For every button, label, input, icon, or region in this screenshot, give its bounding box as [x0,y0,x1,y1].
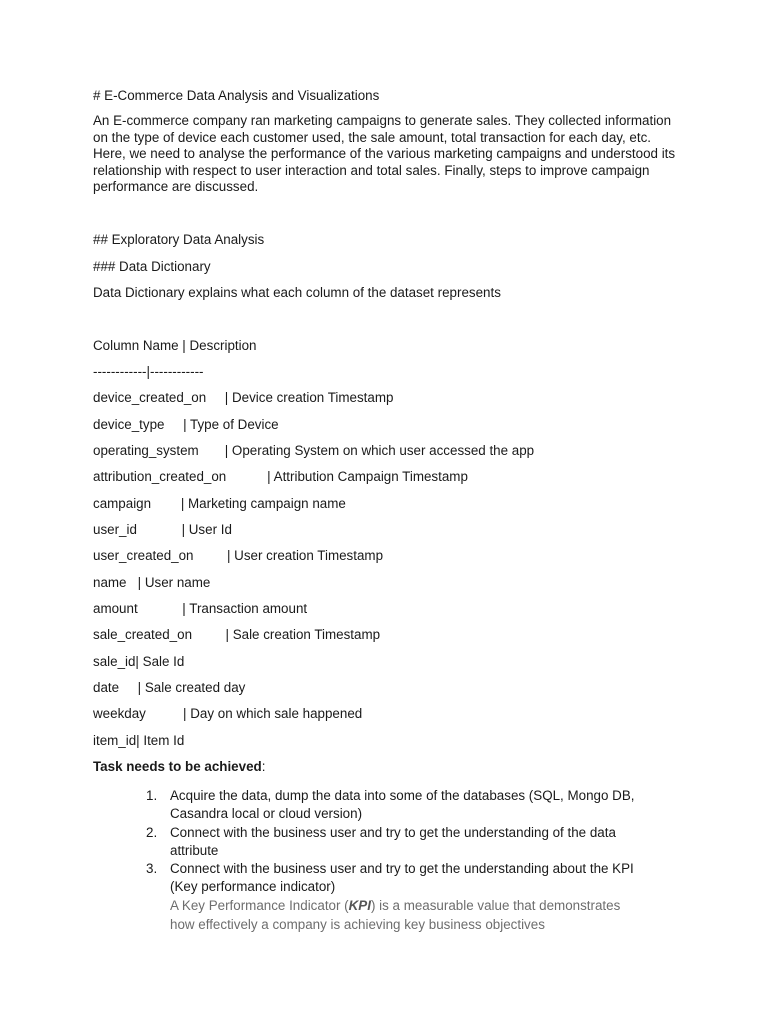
heading-data-dictionary: ### Data Dictionary [93,259,211,274]
table-row: user_id | User Id [93,522,232,537]
table-row: sale_id| Sale Id [93,654,185,669]
kpi-note-before: A Key Performance Indicator ( [170,898,349,913]
data-dictionary-description: Data Dictionary explains what each column of the dataset represents [93,285,501,300]
task-heading-colon: : [261,759,266,774]
kpi-definition-note [170,897,640,934]
list-item-number: 1. [146,788,158,803]
table-row: device_type | Type of Device [93,417,279,432]
table-row: attribution_created_on | Attribution Campaign Timestamp [93,469,468,484]
table-row: device_created_on | Device creation Timestamp [93,390,394,405]
table-row: sale_created_on | Sale creation Timestamp [93,627,381,642]
kpi-note-emphasis: KPI [348,898,371,913]
task-heading-bold: Task needs to be achieved [93,759,262,774]
list-item-number: 2. [146,825,158,840]
table-row: item_id| Item Id [93,733,185,748]
kpi-note-after: ) is a measurable value that demonstrates how effectively a company is achieving key business objectives [170,898,621,932]
list-item-text: Connect with the business user and try to get the understanding about the KPI (Key performance indicator) [170,861,634,895]
list-item-number: 3. [146,861,158,876]
table-row: date | Sale created day [93,680,246,695]
table-row: user_created_on | User creation Timestamp [93,548,384,563]
table-row: weekday | Day on which sale happened [93,706,363,721]
table-header: Column Name | Description [93,338,257,353]
document-title: # E-Commerce Data Analysis and Visualizations [93,88,380,103]
table-row: operating_system | Operating System on which user accessed the app [93,443,535,458]
table-row: campaign | Marketing campaign name [93,496,346,511]
intro-paragraph: An E-commerce company ran marketing campaigns to generate sales. They collected information on the type of device each customer used, the sale amount, total transaction for each day, etc. Here, we need to analyse the performance of the various marketing campaigns and understood its relationship with respect to user interaction and total sales. Finally, steps to improve campaign performance are discussed. [93,113,676,194]
list-item-text: Acquire the data, dump the data into some of the databases (SQL, Mongo DB, Casandra local or cloud version) [170,788,635,822]
heading-exploratory-data-analysis: ## Exploratory Data Analysis [93,232,265,247]
table-row: name | User name [93,575,211,590]
table-separator: ------------|------------ [93,364,204,379]
table-row: amount | Transaction amount [93,601,308,616]
task-heading [93,759,265,775]
list-item-text: Connect with the business user and try to get the understanding of the data attribute [170,825,616,859]
